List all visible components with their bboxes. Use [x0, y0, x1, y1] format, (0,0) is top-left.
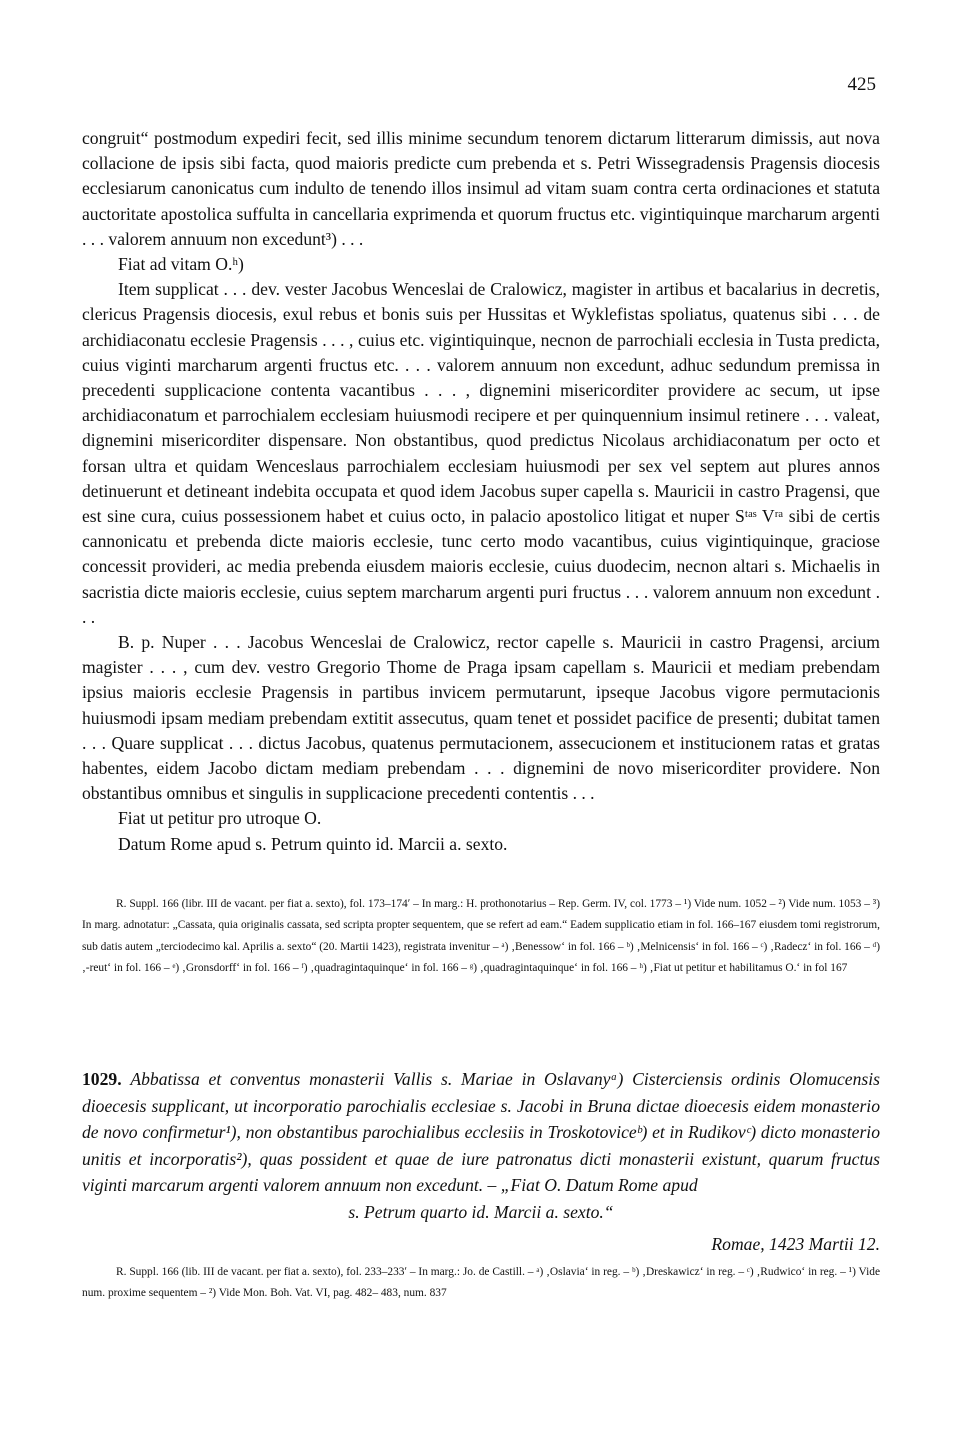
entry-date: Romae, 1423 Martii 12. — [711, 1234, 880, 1254]
entry-number: 1029. — [82, 1069, 122, 1089]
footnotes-apparatus — [82, 894, 880, 980]
footnote-text: R. Suppl. 166 (libr. III de vacant. per fiat a. sexto), fol. 173–174ʹ – In marg.: H. prothonotarius – Rep. Germ. IV, col. 1773 – ¹) Vide num. 1052 – ²) Vide num. 1053 – ³) In marg. adnotatur: „Cassata, quia originalis cassata, sed scripta propter sequentem, que se refert ad eam.“ Eadem supplicatio etiam in fol. 166–167 eiusdem tomi registrorum, sub datis autem „terciodecimo kal. Aprilis a. sexto“ (20. Martii 1423), registrata invenitur – ᵃ) ‚Benessow‘ in fol. 166 – ᵇ) ‚Melnicensis‘ in fol. 166 – ᶜ) ‚Radecz‘ in fol. 166 – ᵈ) ‚-reut‘ in fol. 166 – ᵉ) ‚Gronsdorff‘ in fol. 166 – ᶠ) ‚quadragintaquinque‘ in fol. 166 – ᵍ) ‚quadragintaquinque‘ in fol. 166 – ʰ) ‚Fiat ut petitur et habilitamus O.‘ in fol 167 — [82, 898, 880, 975]
paragraph: Fiat ut petitur pro utroque O. — [118, 808, 322, 829]
entry-summary: Abbatissa et conventus monasterii Vallis s. Mariae in Oslavanyᵃ) Cisterciensis ordinis Olomucensis dioecesis supplicant, ut incorporatio parochialis ecclesiae s. Jacobi in Bruna dictae dioecesis eidem monasterio de novo confirmetur¹), non obstantibus parochialibus ecclesiis in Troskotoviceᵇ) et in Rudikovᶜ) dicto monasterio unitis et incorporatis²), quas possident et quae de iure patronatus dicti monasterii existunt, quarum fructus viginti marcarum argenti valorem annuum non excedunt. – „Fiat O. Datum Rome apud — [82, 1069, 880, 1195]
paragraph: Datum Rome apud s. Petrum quinto id. Marcii a. sexto. — [118, 833, 508, 854]
paragraph: B. p. Nuper . . . Jacobus Wenceslai de Cralowicz, rector capelle s. Mauricii in castro Pragensi, arcium magister . . . , cum dev. vestro Gregorio Thome de Praga ipsam capellam s. Mauricii et mediam prebendam ipsius maioris ecclesie Pragensis in partibus invicem permutarunt, ipseque Jacobus vigore permutacionis huiusmodi ipsam mediam prebendam extitit assecutus, quam tenet et possidet pacifice de presenti; dubitat tamen . . . Quare supplicat . . . dictus Jacobus, quatenus permutacionem, assecucionem et institucionem ratas et gratas habentes, eidem Jacobo dictam mediam prebendam . . . dignemini de novo misericorditer providere. Non obstantibus omnibus et singulis in supplicacione precedenti contentis . . . — [82, 632, 880, 804]
entry-summary-end: s. Petrum quarto id. Marcii a. sexto.“ — [348, 1201, 614, 1222]
main-text — [82, 126, 880, 857]
page-number: 425 — [847, 74, 876, 95]
paragraph: Fiat ad vitam O.ʰ) — [118, 254, 244, 275]
footnote-text: R. Suppl. 166 (lib. III de vacant. per fiat a. sexto), fol. 233–233ʹ – In marg.: Jo. de Castill. – ᵃ) ‚Oslavia‘ in reg. – ᵇ) ‚Dreskawicz‘ in reg. – ᶜ) ‚Rudwico‘ in reg. – ¹) Vide num. proxime sequentem – ²) Vide Mon. Boh. Vat. VI, pag. 482– 483, num. 837 — [82, 1266, 880, 1300]
document-entry-1029 — [82, 1066, 880, 1258]
paragraph: Item supplicat . . . dev. vester Jacobus Wenceslai de Cralowicz, magister in artibus et bacalarius in decretis, clericus Pragensis diocesis, exul rebus et bonis suis per Hussitas et Wyklefistas spoliatus, quatenus sibi . . . de archidiaconatu ecclesie Pragensis . . . , cuius etc. vigintiquinque, necnon de parrochiali ecclesia in Tusta predicta, cuius viginti marcharum argenti fructus etc. . . . valorem annuum non excedunt, adhuc sedundum premissa in precedenti supplicacione contenta vacantibus . . . , dignemini misericorditer providere ac secum, ut ipse archidiaconatum et parrochialem ecclesiam huiusmodi recipere et per quinquennium insimul retinere . . . valeat, dignemini misericorditer dispensare. Non obstantibus, quod predictus Nicolaus archidiaconatum per octo et forsan ultra et quidam Wenceslaus parrochialem ecclesiam huiusmodi per sex vel septem aut plures annos detinuerunt et detineant indebita occupata et quod idem Jacobus super capella s. Mauricii in castro Pragensi, que est sine cura, cuius possessionem habet et cuius octo, in palacio apostolico litigat et nuper Sᵗᵃˢ Vʳᵃ sibi de certis cannonicatu et prebenda dicte maioris ecclesie, tunc certo modo vacantibus, cuius vigintiquinque, graciose concessit provideri, ac media prebenda eiusdem maioris ecclesie, cuius duodecim, necnon altari s. Michaelis in sacristia dicte maioris ecclesie, cuius septem marcharum argenti puri fructus . . . valorem annuum non excedunt . . . — [82, 279, 880, 627]
footnotes-entry — [82, 1262, 880, 1305]
paragraph: congruit“ postmodum expediri fecit, sed illis minime secundum tenorem dictarum litterarum dimissis, aut nova collacione de ipsis sibi facta, quod maioris predicte cum prebenda et s. Petri Wissegradensis Pragensis diocesis ecclesiarum canonicatus cum indulto de tenendo illos insimul ad vitam suam contra certa ordinaciones et statuta auctoritate apostolica suffulta in cancellaria exprimenda et quorum fructus etc. vigintiquinque marcharum argenti . . . valorem annuum non excedunt³) . . . — [82, 128, 880, 249]
